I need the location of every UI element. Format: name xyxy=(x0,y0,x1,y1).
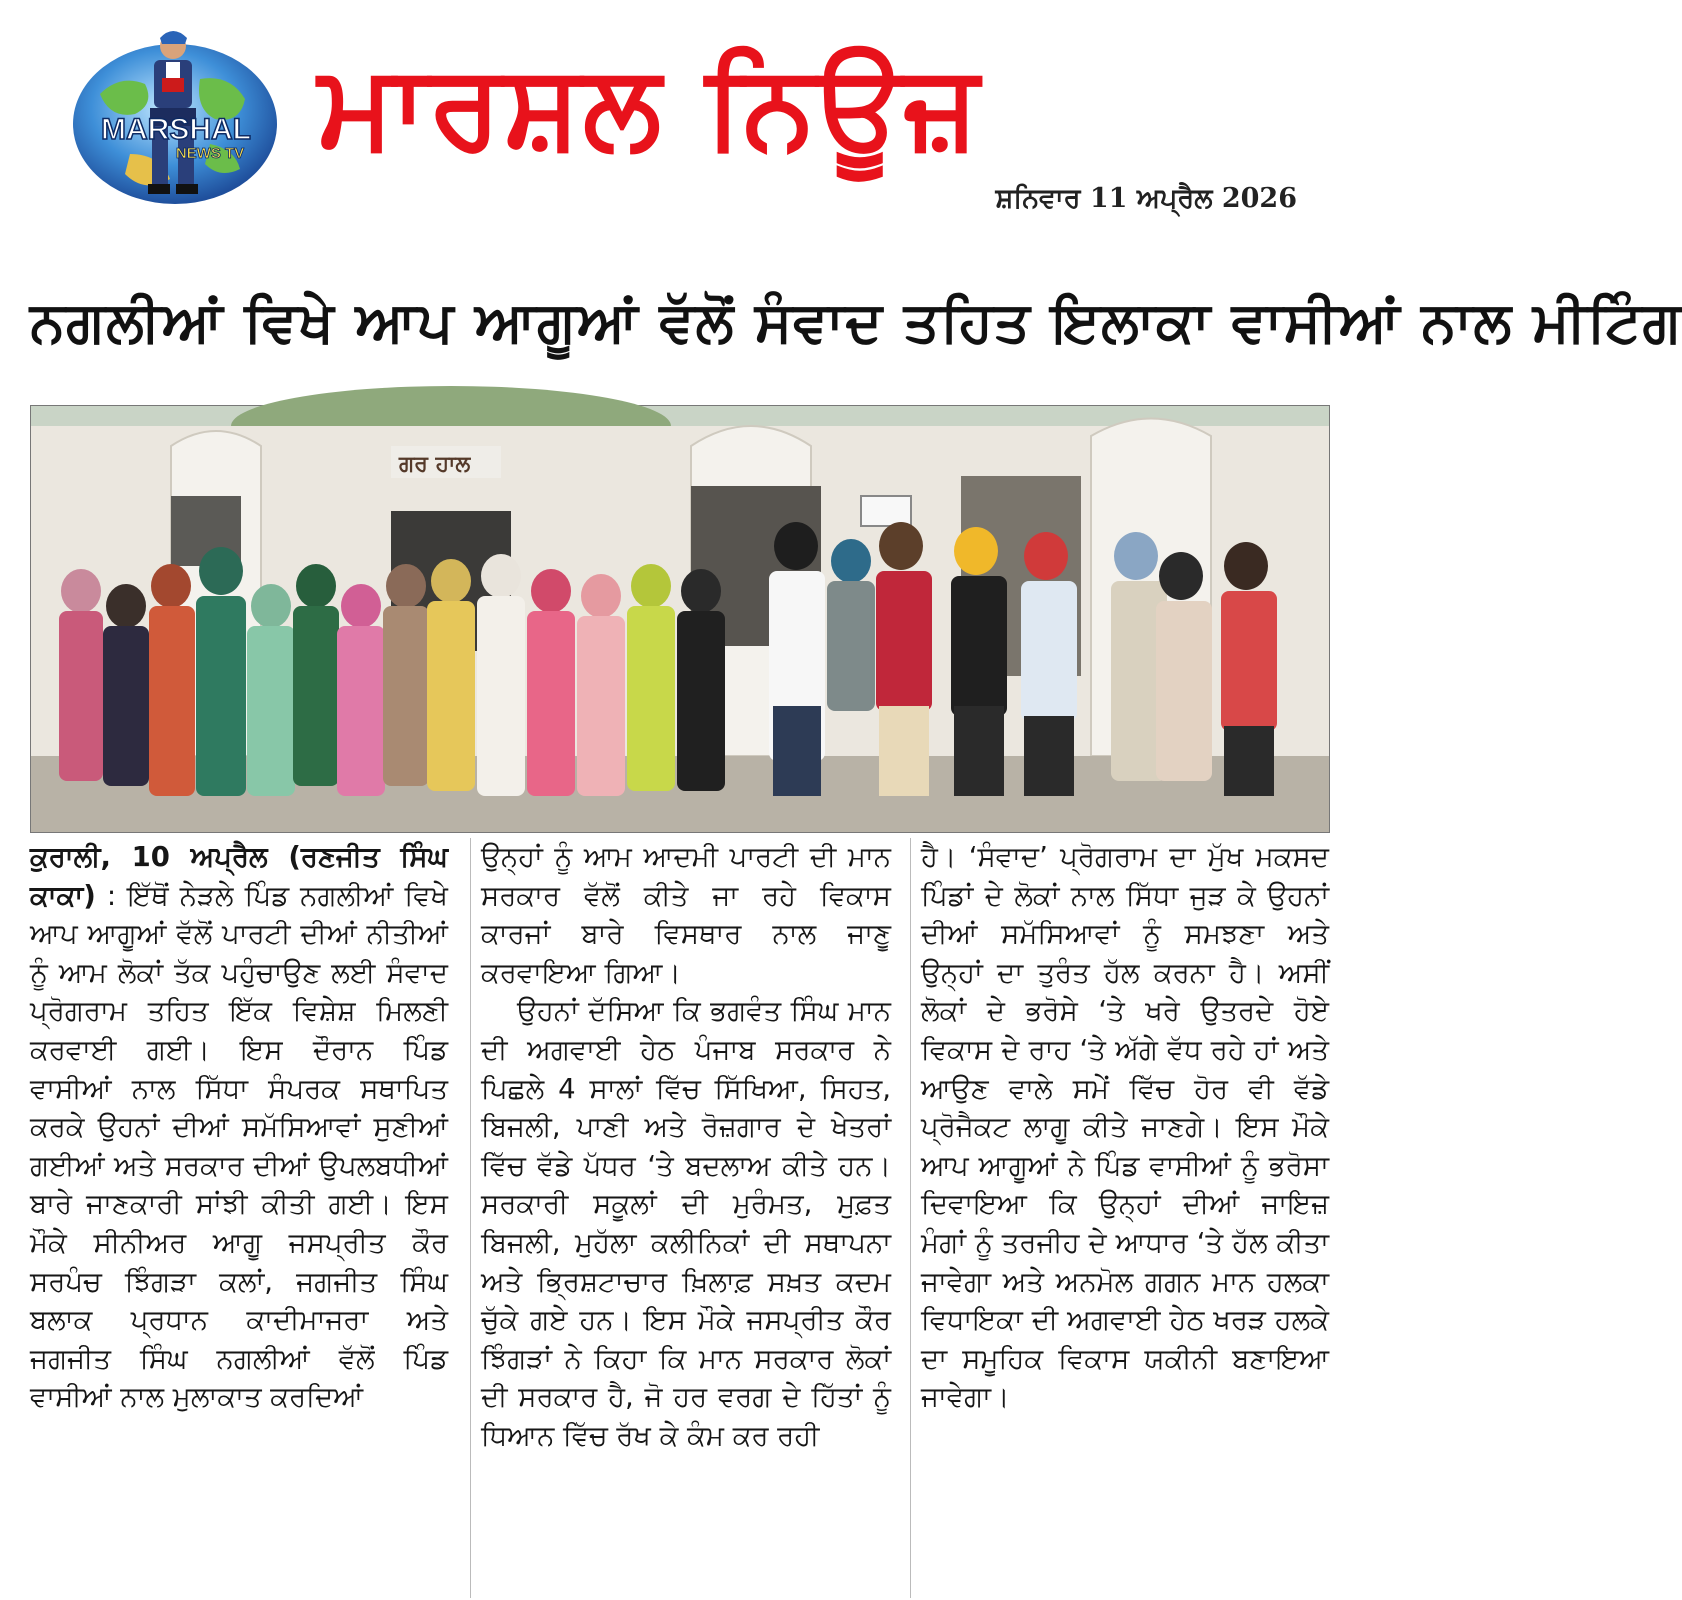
article-dateline: ਕੁਰਾਲੀ, 10 ਅਪ੍ਰੈਲ (ਰਣਜੀਤ ਸਿੰਘ ਕਾਕਾ) xyxy=(30,841,448,912)
marshal-news-logo xyxy=(70,24,280,214)
svg-text:MARSHAL: MARSHAL xyxy=(101,113,251,146)
article-paragraph: ਉਨ੍ਹਾਂ ਨੂੰ ਆਮ ਆਦਮੀ ਪਾਰਟੀ ਦੀ ਮਾਨ ਸਰਕਾਰ ਵੱਲੋਂ ਕੀਤੇ ਜਾ ਰਹੇ ਵਿਕਾਸ ਕਾਰਜਾਂ ਬਾਰੇ ਵਿਸਥਾਰ ਨਾਲ ਜਾਣੂ ਕਰਵਾਇਆ ਗਿਆ। xyxy=(481,841,891,989)
article-paragraph: ਉਹਨਾਂ ਦੱਸਿਆ ਕਿ ਭਗਵੰਤ ਸਿੰਘ ਮਾਨ ਦੀ ਅਗਵਾਈ ਹੇਠ ਪੰਜਾਬ ਸਰਕਾਰ ਨੇ ਪਿਛਲੇ 4 ਸਾਲਾਂ ਵਿੱਚ ਸਿੱਖਿਆ, ਸਿਹਤ, ਬਿਜਲੀ, ਪਾਣੀ ਅਤੇ ਰੋਜ਼ਗਾਰ ਦੇ ਖੇਤਰਾਂ ਵਿੱਚ ਵੱਡੇ ਪੱਧਰ ‘ਤੇ ਬਦਲਾਅ ਕੀਤੇ ਹਨ। ਸਰਕਾਰੀ ਸਕੂਲਾਂ ਦੀ ਮੁਰੰਮਤ, ਮੁਫ਼ਤ ਬਿਜਲੀ, ਮੁਹੱਲਾ ਕਲੀਨਿਕਾਂ ਦੀ ਸਥਾਪਨਾ ਅਤੇ ਭ੍ਰਿਸ਼ਟਾਚਾਰ ਖ਼ਿਲਾਫ਼ ਸਖ਼ਤ ਕਦਮ ਚੁੱਕੇ ਗਏ ਹਨ। ਇਸ ਮੌਕੇ ਜਸਪ੍ਰੀਤ ਕੌਰ ਝਿੰਗੜਾਂ ਨੇ ਕਿਹਾ ਕਿ ਮਾਨ ਸਰਕਾਰ ਲੋਕਾਂ ਦੀ ਸਰਕਾਰ ਹੈ, ਜੋ ਹਰ ਵਰਗ ਦੇ ਹਿੱਤਾਂ ਨੂੰ ਧਿਆਨ ਵਿੱਚ ਰੱਖ ਕੇ ਕੰਮ ਕਰ ਰਹੀ xyxy=(481,995,891,1452)
article-paragraph: ਹੈ। ‘ਸੰਵਾਦ’ ਪ੍ਰੋਗਰਾਮ ਦਾ ਮੁੱਖ ਮਕਸਦ ਪਿੰਡਾਂ ਦੇ ਲੋਕਾਂ ਨਾਲ ਸਿੱਧਾ ਜੁੜ ਕੇ ਉਹਨਾਂ ਦੀਆਂ ਸਮੱਸਿਆਵਾਂ ਨੂੰ ਸਮਝਣਾ ਅਤੇ ਉਨ੍ਹਾਂ ਦਾ ਤੁਰੰਤ ਹੱਲ ਕਰਨਾ ਹੈ। ਅਸੀਂ ਲੋਕਾਂ ਦੇ ਭਰੋਸੇ ‘ਤੇ ਖਰੇ ਉਤਰਦੇ ਹੋਏ ਵਿਕਾਸ ਦੇ ਰਾਹ ‘ਤੇ ਅੱਗੇ ਵੱਧ ਰਹੇ ਹਾਂ ਅਤੇ ਆਉਣ ਵਾਲੇ ਸਮੇਂ ਵਿੱਚ ਹੋਰ ਵੀ ਵੱਡੇ ਪ੍ਰੋਜੈਕਟ ਲਾਗੂ ਕੀਤੇ ਜਾਣਗੇ। ਇਸ ਮੌਕੇ ਆਪ ਆਗੂਆਂ ਨੇ ਪਿੰਡ ਵਾਸੀਆਂ ਨੂੰ ਭਰੋਸਾ ਦਿਵਾਇਆ ਕਿ ਉਨ੍ਹਾਂ ਦੀਆਂ ਜਾਇਜ਼ ਮੰਗਾਂ ਨੂੰ ਤਰਜੀਹ ਦੇ ਆਧਾਰ ‘ਤੇ ਹੱਲ ਕੀਤਾ ਜਾਵੇਗਾ ਅਤੇ ਅਨਮੋਲ ਗਗਨ ਮਾਨ ਹਲਕਾ ਵਿਧਾਇਕਾ ਦੀ ਅਗਵਾਈ ਹੇਠ ਖਰੜ ਹਲਕੇ ਦਾ ਸਮੂਹਿਕ ਵਿਕਾਸ ਯਕੀਨੀ ਬਣਾਇਆ ਜਾਵੇਗਾ। xyxy=(921,841,1329,1414)
article-headline: ਨਗਲੀਆਂ ਵਿਖੇ ਆਪ ਆਗੂਆਂ ਵੱਲੋਂ ਸੰਵਾਦ ਤਹਿਤ ਇਲਾਕਾ ਵਾਸੀਆਂ ਨਾਲ ਮੀਟਿੰਗ xyxy=(30,290,1682,355)
issue-date: ਸ਼ਨਿਵਾਰ 11 ਅਪ੍ਰੈਲ 2026 xyxy=(995,183,1297,214)
article-photo xyxy=(30,405,1330,833)
svg-text:ਗਰ ਹਾਲ: ਗਰ ਹਾਲ xyxy=(399,452,471,477)
article-column-1 xyxy=(30,838,448,1598)
article-column-3 xyxy=(910,838,1329,1598)
masthead-title: ਮਾਰਸ਼ਲ ਨਿਊਜ਼ xyxy=(318,39,981,174)
article-column-2 xyxy=(470,838,891,1598)
article-paragraph: : ਇੱਥੋਂ ਨੇੜਲੇ ਪਿੰਡ ਨਗਲੀਆਂ ਵਿਖੇ ਆਪ ਆਗੂਆਂ ਵੱਲੋਂ ਪਾਰਟੀ ਦੀਆਂ ਨੀਤੀਆਂ ਨੂੰ ਆਮ ਲੋਕਾਂ ਤੱਕ ਪਹੁੰਚਾਉਣ ਲਈ ਸੰਵਾਦ ਪ੍ਰੋਗਰਾਮ ਤਹਿਤ ਇੱਕ ਵਿਸ਼ੇਸ਼ ਮਿਲਣੀ ਕਰਵਾਈ ਗਈ। ਇਸ ਦੌਰਾਨ ਪਿੰਡ ਵਾਸੀਆਂ ਨਾਲ ਸਿੱਧਾ ਸੰਪਰਕ ਸਥਾਪਿਤ ਕਰਕੇ ਉਹਨਾਂ ਦੀਆਂ ਸਮੱਸਿਆਵਾਂ ਸੁਣੀਆਂ ਗਈਆਂ ਅਤੇ ਸਰਕਾਰ ਦੀਆਂ ਉਪਲਬਧੀਆਂ ਬਾਰੇ ਜਾਣਕਾਰੀ ਸਾਂਝੀ ਕੀਤੀ ਗਈ। ਇਸ ਮੌਕੇ ਸੀਨੀਅਰ ਆਗੂ ਜਸਪ੍ਰੀਤ ਕੌਰ ਸਰਪੰਚ ਝਿੰਗੜਾ ਕਲਾਂ, ਜਗਜੀਤ ਸਿੰਘ ਬਲਾਕ ਪ੍ਰਧਾਨ ਕਾਦੀਮਾਜਰਾ ਅਤੇ ਜਗਜੀਤ ਸਿੰਘ ਨਗਲੀਆਂ ਵੱਲੋਂ ਪਿੰਡ ਵਾਸੀਆਂ ਨਾਲ ਮੁਲਾਕਾਤ ਕਰਦਿਆਂ xyxy=(30,879,448,1414)
svg-text:NEWS TV: NEWS TV xyxy=(175,145,245,162)
article-body xyxy=(30,838,1328,1598)
